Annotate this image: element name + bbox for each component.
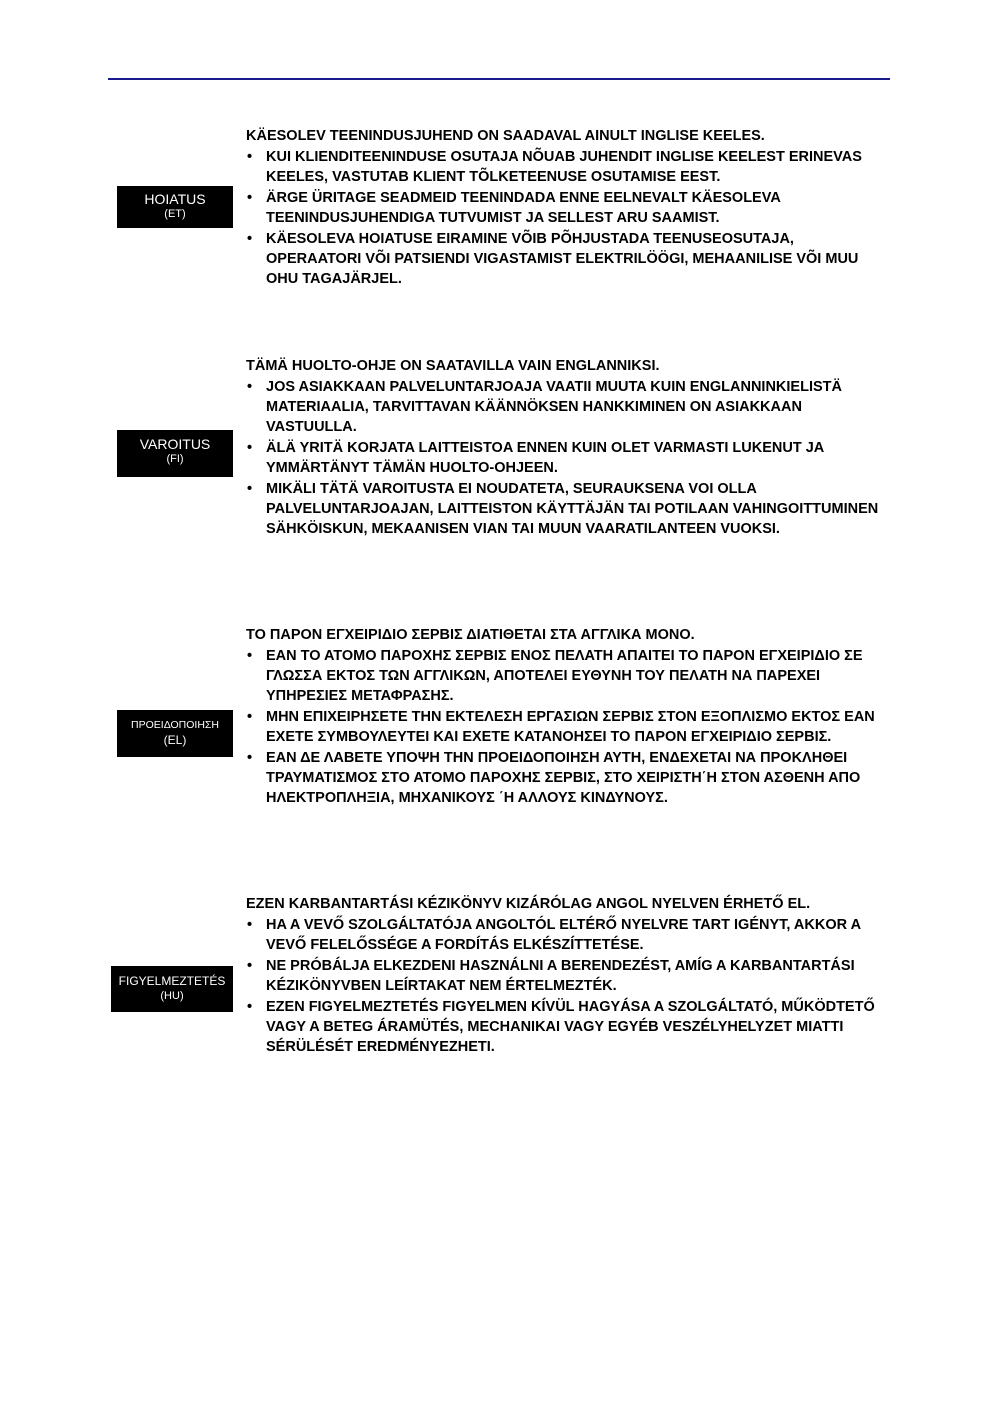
warning-bullet: • JOS ASIAKKAAN PALVELUNTARJOAJA VAATII MUUTA KUIN ENGLANNINKIELISTÄ MATERIAALIA, TARVITTAVAN KÄÄNNÖKSEN HANKKIMINEN ON ASIAKKAAN VASTUULLA. xyxy=(246,377,891,437)
warning-bullet-list xyxy=(246,147,891,289)
language-code: (ET) xyxy=(164,208,186,220)
header-rule xyxy=(108,78,890,80)
language-code: (HU) xyxy=(160,990,184,1002)
warning-label-text: FIGYELMEZTETÉS xyxy=(118,974,226,988)
warning-block-fi xyxy=(246,356,891,540)
warning-bullet-list xyxy=(246,646,891,808)
warning-block-hu xyxy=(246,894,891,1058)
warning-bullet: • MIKÄLI TÄTÄ VAROITUSTA EI NOUDATETA, SEURAUKSENA VOI OLLA PALVELUNTARJOAJAN, LAITTEISTON KÄYTTÄJÄN TAI POTILAAN VAHINGOITTUMINEN SÄHKÖISKUN, MEKAANISEN VIAN TAI MUUN VAARATILANTEEN VUOKSI. xyxy=(246,479,891,539)
language-code: (FI) xyxy=(166,453,184,465)
warning-block-et xyxy=(246,126,891,290)
warning-bullet: • KUI KLIENDITEENINDUSE OSUTAJA NÕUAB JUHENDIT INGLISE KEELEST ERINEVAS KEELES, VASTUTAB KLIENT TÕLKETEENUSE OSUTAMISE EEST. xyxy=(246,147,891,187)
warning-label-text: ΠΡΟΕΙΔΟΠΟΙΗΣΗ xyxy=(131,719,219,731)
warning-bullet: • EZEN FIGYELMEZTETÉS FIGYELMEN KÍVÜL HAGYÁSA A SZOLGÁLTATÓ, MŰKÖDTETŐ VAGY A BETEG ÁRAMÜTÉS, MECHANIKAI VAGY EGYÉB VESZÉLYHELYZET MIATTI SÉRÜLÉSÉT EREDMÉNYEZHETI. xyxy=(246,997,891,1057)
warning-bullet: • ÄRGE ÜRITAGE SEADMEID TEENINDADA ENNE EELNEVALT KÄESOLEVA TEENINDUSJUHENDIGA TUTVUMIST JA SELLEST ARU SAAMIST. xyxy=(246,188,891,228)
warning-label-et xyxy=(117,186,233,228)
warning-heading: ΤΟ ΠΑΡΟΝ ΕΓΧΕΙΡΙΔΙΟ ΣΕΡΒΙΣ ΔΙΑΤΙΘΕΤΑΙ ΣΤΑ ΑΓΓΛΙΚΑ ΜΟΝΟ. xyxy=(246,627,695,643)
warning-label-text: VAROITUS xyxy=(139,436,211,452)
warning-bullet: • ΕΑΝ ΤΟ ΑΤΟΜΟ ΠΑΡΟΧΗΣ ΣΕΡΒΙΣ ΕΝΟΣ ΠΕΛΑΤΗ ΑΠΑΙΤΕΙ ΤΟ ΠΑΡΟΝ ΕΓΧΕΙΡΙΔΙΟ ΣΕ ΓΛΩΣΣΑ ΕΚΤΟΣ ΤΩΝ ΑΓΓΛΙΚΩΝ, ΑΠΟΤΕΛΕΙ ΕΥΘΥΝΗ ΤΟΥ ΠΕΛΑΤΗ ΝΑ ΠΑΡΕΧΕΙ ΥΠΗΡΕΣΙΕΣ ΜΕΤΑΦΡΑΣΗΣ. xyxy=(246,646,891,706)
warning-bullet: • ÄLÄ YRITÄ KORJATA LAITTEISTOA ENNEN KUIN OLET VARMASTI LUKENUT JA YMMÄRTÄNYT TÄMÄN HUOLTO-OHJEEN. xyxy=(246,438,891,478)
warning-bullet: • ΕΑΝ ΔΕ ΛΑΒΕΤΕ ΥΠΟΨΗ ΤΗΝ ΠΡΟΕΙΔΟΠΟΙΗΣΗ ΑΥΤΗ, ΕΝΔΕΧΕΤΑΙ ΝΑ ΠΡΟΚΛΗΘΕΙ ΤΡΑΥΜΑΤΙΣΜΟΣ ΣΤΟ ΑΤΟΜΟ ΠΑΡΟΧΗΣ ΣΕΡΒΙΣ, ΣΤΟ ΧΕΙΡΙΣΤΗ΄Η ΣΤΟΝ ΑΣΘΕΝΗ ΑΠΟ ΗΛΕΚΤΡΟΠΛΗΞΙΑ, ΜΗΧΑΝΙΚΟΥΣ ΄Η ΑΛΛΟΥΣ ΚΙΝΔΥΝΟΥΣ. xyxy=(246,748,891,808)
warning-heading: EZEN KARBANTARTÁSI KÉZIKÖNYV KIZÁRÓLAG ANGOL NYELVEN ÉRHETŐ EL. xyxy=(246,896,811,912)
language-code: (EL) xyxy=(163,733,187,747)
warning-bullet-list xyxy=(246,377,891,539)
warning-label-el xyxy=(117,710,233,757)
warning-label-hu xyxy=(111,966,233,1012)
warning-label-text: HOIATUS xyxy=(144,191,206,207)
warning-label-fi xyxy=(117,430,233,477)
warning-bullet: • ΜΗΝ ΕΠΙΧΕΙΡΗΣΕΤΕ ΤΗΝ ΕΚΤΕΛΕΣΗ ΕΡΓΑΣΙΩΝ ΣΕΡΒΙΣ ΣΤΟΝ ΕΞΟΠΛΙΣΜΟ ΕΚΤΟΣ ΕΑΝ ΕΧΕΤΕ ΣΥΜΒΟΥΛΕΥΤΕΙ ΚΑΙ ΕΧΕΤΕ ΚΑΤΑΝΟΗΣΕΙ ΤΟ ΠΑΡΟΝ ΕΓΧΕΙΡΙΔΙΟ ΣΕΡΒΙΣ. xyxy=(246,707,891,747)
warning-bullet: • HA A VEVŐ SZOLGÁLTATÓJA ANGOLTÓL ELTÉRŐ NYELVRE TART IGÉNYT, AKKOR A VEVŐ FELELŐSSÉGE A FORDÍTÁS ELKÉSZÍTTETÉSE. xyxy=(246,915,891,955)
warning-heading: TÄMÄ HUOLTO-OHJE ON SAATAVILLA VAIN ENGLANNIKSI. xyxy=(246,358,660,374)
warning-bullet-list xyxy=(246,915,891,1057)
warning-bullet: • NE PRÓBÁLJA ELKEZDENI HASZNÁLNI A BERENDEZÉST, AMÍG A KARBANTARTÁSI KÉZIKÖNYVBEN LEÍRTAKAT NEM ÉRTELMEZTÉK. xyxy=(246,956,891,996)
warning-block-el xyxy=(246,625,891,809)
warning-bullet: • KÄESOLEVA HOIATUSE EIRAMINE VÕIB PÕHJUSTADA TEENUSEOSUTAJA, OPERAATORI VÕI PATSIENDI VIGASTAMIST ELEKTRILÖÖGI, MEHAANILISE VÕI MUU OHU TAGAJÄRJEL. xyxy=(246,229,891,289)
warning-heading: KÄESOLEV TEENINDUSJUHEND ON SAADAVAL AINULT INGLISE KEELES. xyxy=(246,128,765,144)
